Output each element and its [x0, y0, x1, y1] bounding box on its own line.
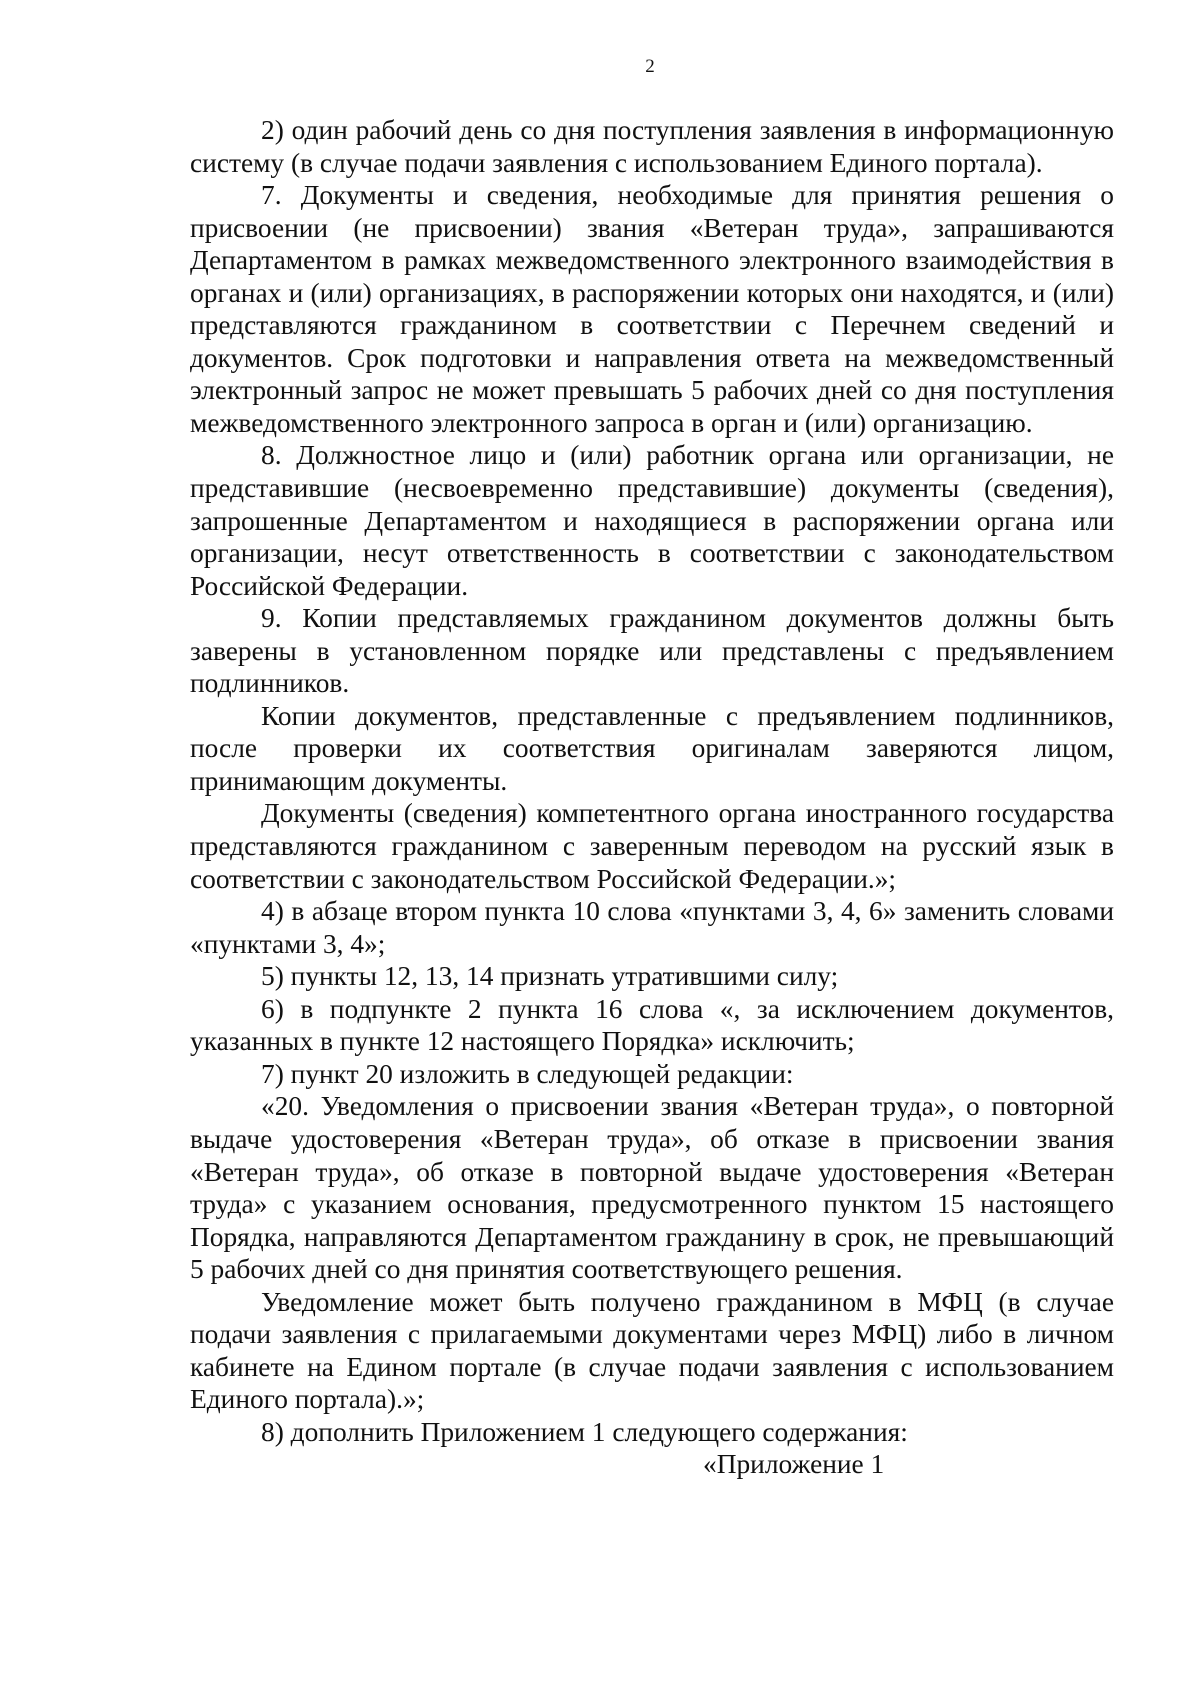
paragraph-amendment-4: 4) в абзаце втором пункта 10 слова «пунктами 3, 4, 6» заменить словами «пунктами 3, 4»;	[190, 896, 1114, 959]
paragraph-item-8: 8. Должностное лицо и (или) работник органа или организации, не представившие (несвоевременно представившие) документы (сведения), запрошенные Департаментом и находящиеся в распоряжении органа или организации, несут ответственность в соответствии с законодательством Российской Федерации.	[190, 440, 1114, 601]
page-number: 2	[645, 56, 655, 77]
paragraph-amendment-8: 8) дополнить Приложением 1 следующего содержания:	[261, 1416, 908, 1447]
paragraph-item-9: 9. Копии представляемых гражданином документов должны быть заверены в установленном порядке или представлены с предъявлением подлинников.	[190, 603, 1114, 699]
document-body	[190, 114, 1114, 1481]
paragraph-amendment-7: 7) пункт 20 изложить в следующей редакции:	[261, 1058, 794, 1089]
paragraph-amendment-5: 5) пункты 12, 13, 14 признать утратившими силу;	[261, 961, 839, 992]
paragraph-item-20: «20. Уведомления о присвоении звания «Ветеран труда», о повторной выдаче удостоверения «Ветеран труда», об отказе в присвоении звания «Ветеран труда», об отказе в повторной выдаче удостоверения «Ветеран труда» с указанием основания, предусмотренного пунктом 15 настоящего Порядка, направляются Департаментом гражданину в срок, не превышающий 5 рабочих дней со дня принятия соответствующего решения.	[190, 1091, 1114, 1285]
paragraph-item-7: 7. Документы и сведения, необходимые для принятия решения о присвоении (не присвоении) звания «Ветеран труда», запрашиваются Департаментом в рамках межведомственного электронного взаимодействия в органах и (или) организациях, в распоряжении которых они находятся, и (или) представляются гражданином в соответствии с Перечнем сведений и документов. Срок подготовки и направления ответа на межведомственный электронный запрос не может превышать 5 рабочих дней со дня поступления межведомственного электронного запроса в орган и (или) организацию.	[190, 180, 1114, 438]
appendix-heading: «Приложение 1	[703, 1449, 885, 1480]
paragraph-copies-certification: Копии документов, представленные с предъявлением подлинников, после проверки их соответствия оригиналам заверяются лицом, принимающим документы.	[190, 700, 1114, 796]
paragraph-notification-receipt: Уведомление может быть получено гражданином в МФЦ (в случае подачи заявления с прилагаемыми документами через МФЦ) либо в личном кабинете на Едином портале (в случае подачи заявления с использованием Единого портала).»;	[190, 1286, 1114, 1415]
paragraph-amendment-6: 6) в подпункте 2 пункта 16 слова «, за исключением документов, указанных в пункте 12 настоящего Порядка» исключить;	[190, 993, 1114, 1057]
paragraph-foreign-documents: Документы (сведения) компетентного органа иностранного государства представляются гражданином с заверенным переводом на русский язык в соответствии с законодательством Российской Федерации.»;	[190, 798, 1114, 894]
paragraph-subitem-2: 2) один рабочий день со дня поступления заявления в информационную систему (в случае подачи заявления с использованием Единого портала).	[190, 115, 1114, 178]
